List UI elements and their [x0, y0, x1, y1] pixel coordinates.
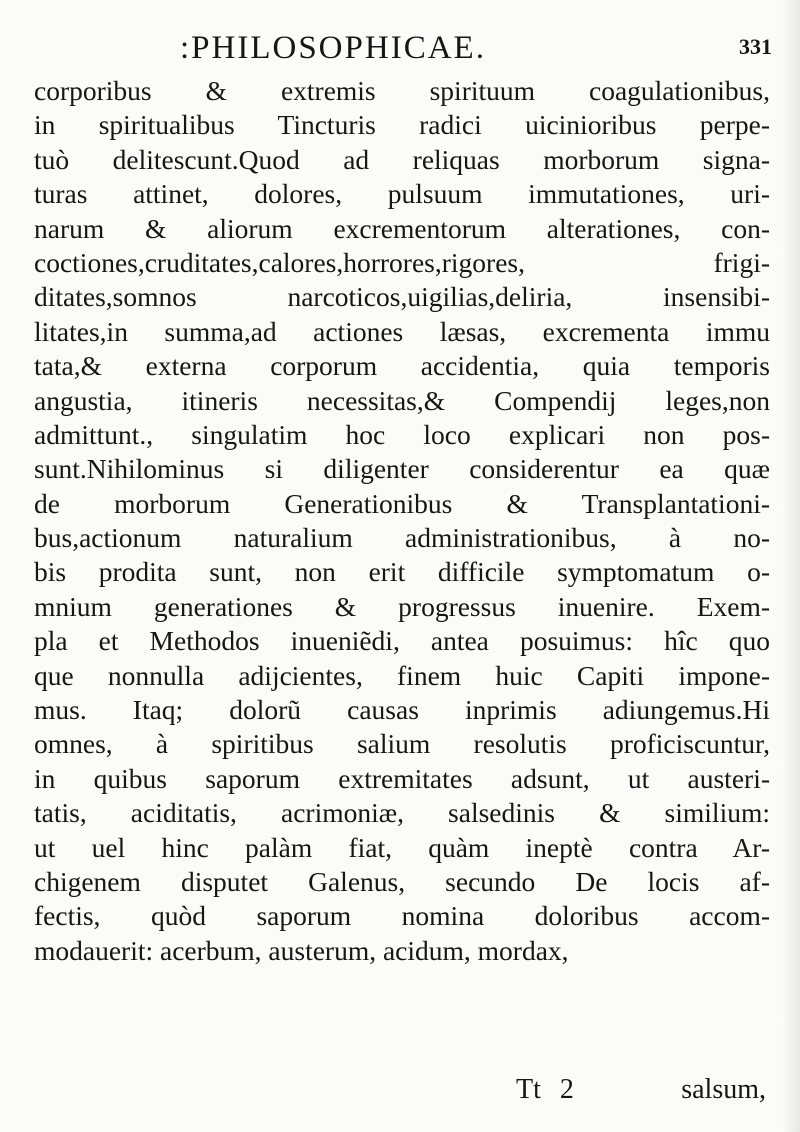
text-line: fectis, quòd saporum nomina doloribus accom-: [34, 900, 770, 932]
text-line: bis prodita sunt, non erit difficile symptomatum o-: [34, 556, 770, 588]
text-line: mnium generationes & progressus inuenire. Exem-: [34, 590, 770, 622]
text-line: omnes, à spiritibus salium resolutis proficiscuntur,: [34, 728, 770, 760]
text-line: modauerit: acerbum, austerum, acidum, mordax,: [34, 934, 569, 966]
text-line: narum & aliorum excrementorum alterationes, con-: [34, 212, 770, 244]
text-line: admittunt., singulatim hoc loco explicari non pos-: [34, 418, 770, 450]
text-line: que nonnulla adijcientes, finem huic Capiti impone-: [34, 659, 770, 691]
text-line: corporibus & extremis spirituum coagulationibus,: [34, 75, 770, 106]
text-line: sunt.Nihilominus si diligenter considerentur ea quæ: [34, 453, 770, 485]
text-line: coctiones,cruditates,calores,horrores,rigores, frigi-: [34, 246, 770, 278]
text-line: angustia, itineris necessitas,& Compendij leges,non: [34, 384, 770, 416]
text-line: mus. Itaq; dolorũ causas inprimis adiungemus.Hi: [34, 694, 770, 726]
page-footer: [0, 1072, 800, 1112]
text-line: in spiritualibus Tincturis radici uicinioribus perpe-: [34, 109, 770, 141]
page-number: 331: [739, 34, 772, 59]
text-line: tuò delitescunt.Quod ad reliquas morborum signa-: [34, 143, 770, 175]
running-head: [0, 28, 800, 68]
page-edge-shadow: [782, 0, 800, 1132]
text-line: turas attinet, dolores, pulsuum immutationes, uri-: [34, 178, 770, 210]
text-line: tatis, aciditatis, acrimoniæ, salsedinis & similium:: [34, 797, 770, 829]
text-line: de morborum Generationibus & Transplantationi-: [34, 487, 770, 519]
signature-mark: Tt 2: [516, 1074, 574, 1105]
text-line: tata,& externa corporum accidentia, quia temporis: [34, 350, 770, 382]
text-line: bus,actionum naturalium administrationibus, à no-: [34, 522, 770, 554]
text-line: pla et Methodos inueniẽdi, antea posuimus: hîc quo: [34, 625, 770, 657]
text-line: in quibus saporum extremitates adsunt, ut austeri-: [34, 762, 770, 794]
text-line: chigenem disputet Galenus, secundo De locis af-: [34, 865, 770, 897]
body-text: [34, 74, 770, 968]
catchword: salsum,: [681, 1074, 766, 1105]
text-line: ut uel hinc palàm fiat, quàm ineptè contra Ar-: [34, 831, 770, 863]
text-line: ditates,somnos narcoticos,uigilias,deliria, insensibi-: [34, 281, 770, 313]
text-line: litates,in summa,ad actiones læsas, excrementa immu: [34, 315, 770, 347]
running-title: :PHILOSOPHICAE.: [180, 30, 486, 66]
